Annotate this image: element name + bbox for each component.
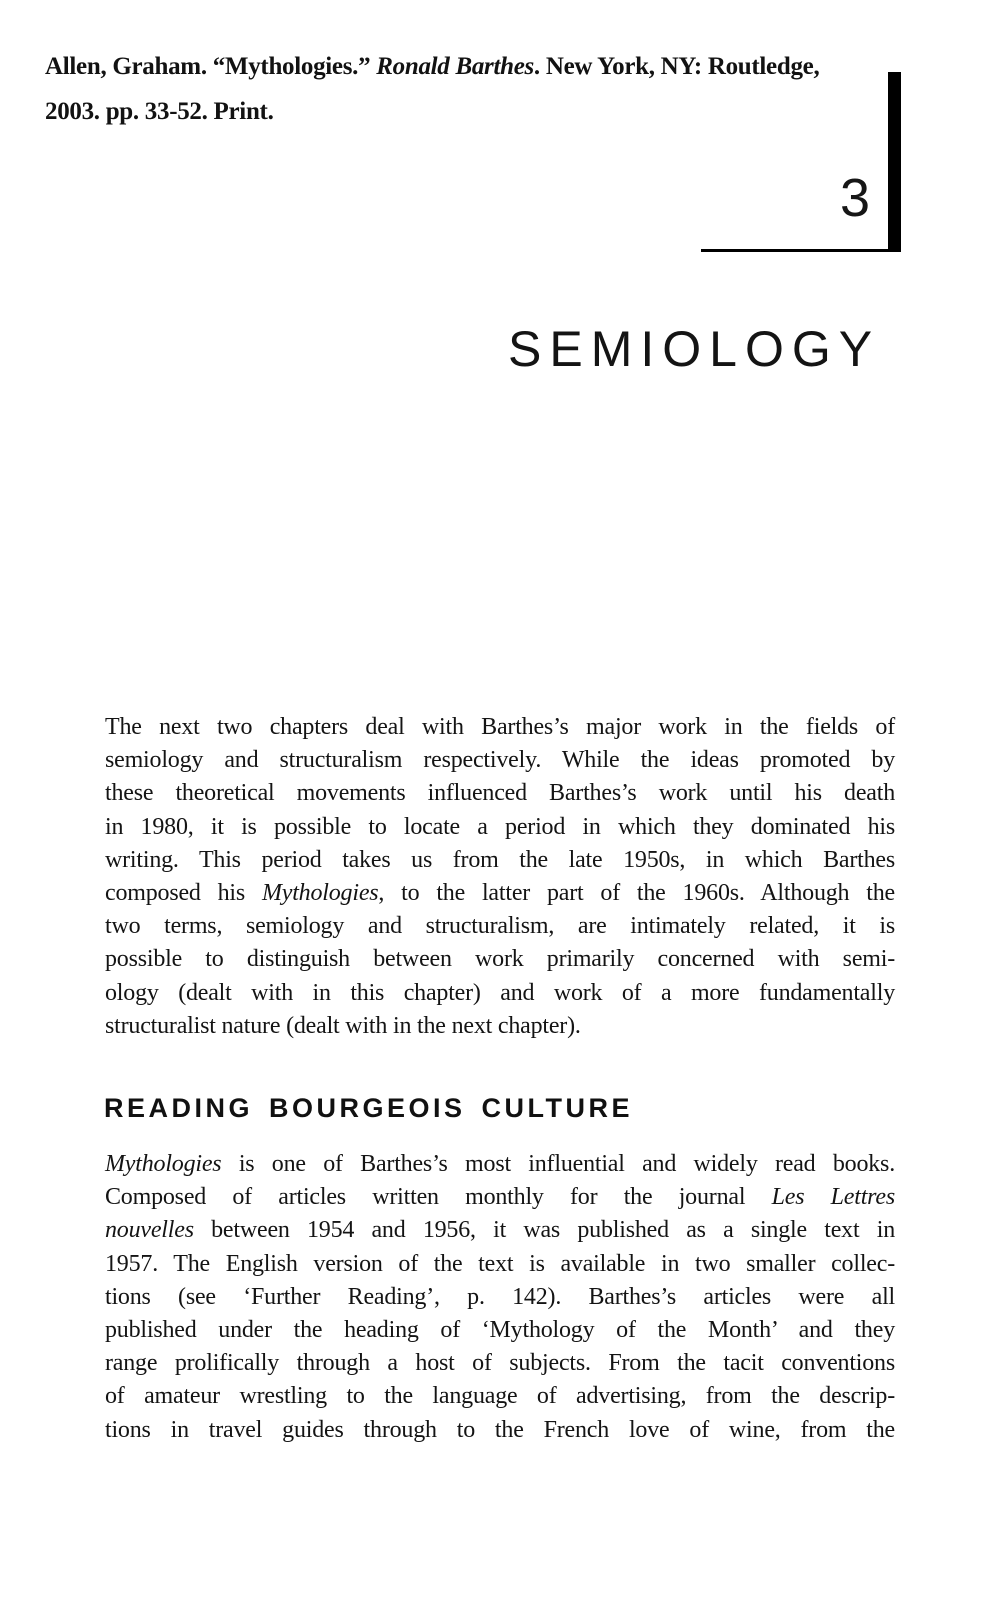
intro-paragraph	[105, 711, 895, 1043]
citation-line: 2003. pp. 33-52. Print.	[45, 98, 274, 125]
chapter-number: 3	[839, 168, 870, 228]
body-text-line: Mythologies is one of Barthes’s most influential and widely read books.	[105, 1151, 895, 1177]
citation-line: Allen, Graham. “Mythologies.” Ronald Barthes. New York, NY: Routledge,	[45, 53, 820, 80]
reading-bourgeois-culture-paragraph	[105, 1148, 895, 1447]
body-text-line: writing. This period takes us from the late 1950s, in which Barthes	[105, 846, 895, 873]
chapter-corner-bar	[888, 72, 901, 252]
body-text-line: semiology and structuralism respectively. While the ideas promoted by	[105, 747, 895, 774]
body-text-line: The next two chapters deal with Barthes’s major work in the fields of	[105, 714, 895, 740]
body-text-line: two terms, semiology and structuralism, are intimately related, it is	[105, 913, 895, 940]
body-text-line: possible to distinguish between work primarily concerned with semi-	[105, 946, 895, 973]
section-heading: READING BOURGEOIS CULTURE	[104, 1093, 634, 1123]
body-text-line: 1957. The English version of the text is available in two smaller collec-	[105, 1250, 895, 1277]
body-text-line: these theoretical movements influenced Barthes’s work until his death	[105, 780, 895, 807]
body-text-line: in 1980, it is possible to locate a period in which they dominated his	[105, 813, 895, 840]
body-text-line: composed his Mythologies, to the latter part of the 1960s. Although the	[105, 880, 895, 907]
chapter-title: SEMIOLOGY	[508, 321, 881, 377]
body-text-line: structuralist nature (dealt with in the next chapter).	[105, 1012, 581, 1039]
body-text-line: nouvelles between 1954 and 1956, it was published as a single text in	[105, 1217, 895, 1244]
body-text-line: tions (see ‘Further Reading’, p. 142). Barthes’s articles were all	[105, 1283, 895, 1310]
citation	[45, 44, 890, 134]
body-text-line: Composed of articles written monthly for the journal Les Lettres	[105, 1184, 896, 1211]
body-text-line: tions in travel guides through to the French love of wine, from the	[105, 1416, 895, 1443]
chapter-horizontal-rule	[701, 249, 901, 252]
body-text-line: range prolifically through a host of subjects. From the tacit conventions	[105, 1350, 895, 1377]
body-text-line: of amateur wrestling to the language of advertising, from the descrip-	[105, 1383, 895, 1410]
body-text-line: published under the heading of ‘Mythology of the Month’ and they	[105, 1317, 895, 1344]
body-text-line: ology (dealt with in this chapter) and work of a more fundamentally	[105, 979, 895, 1006]
